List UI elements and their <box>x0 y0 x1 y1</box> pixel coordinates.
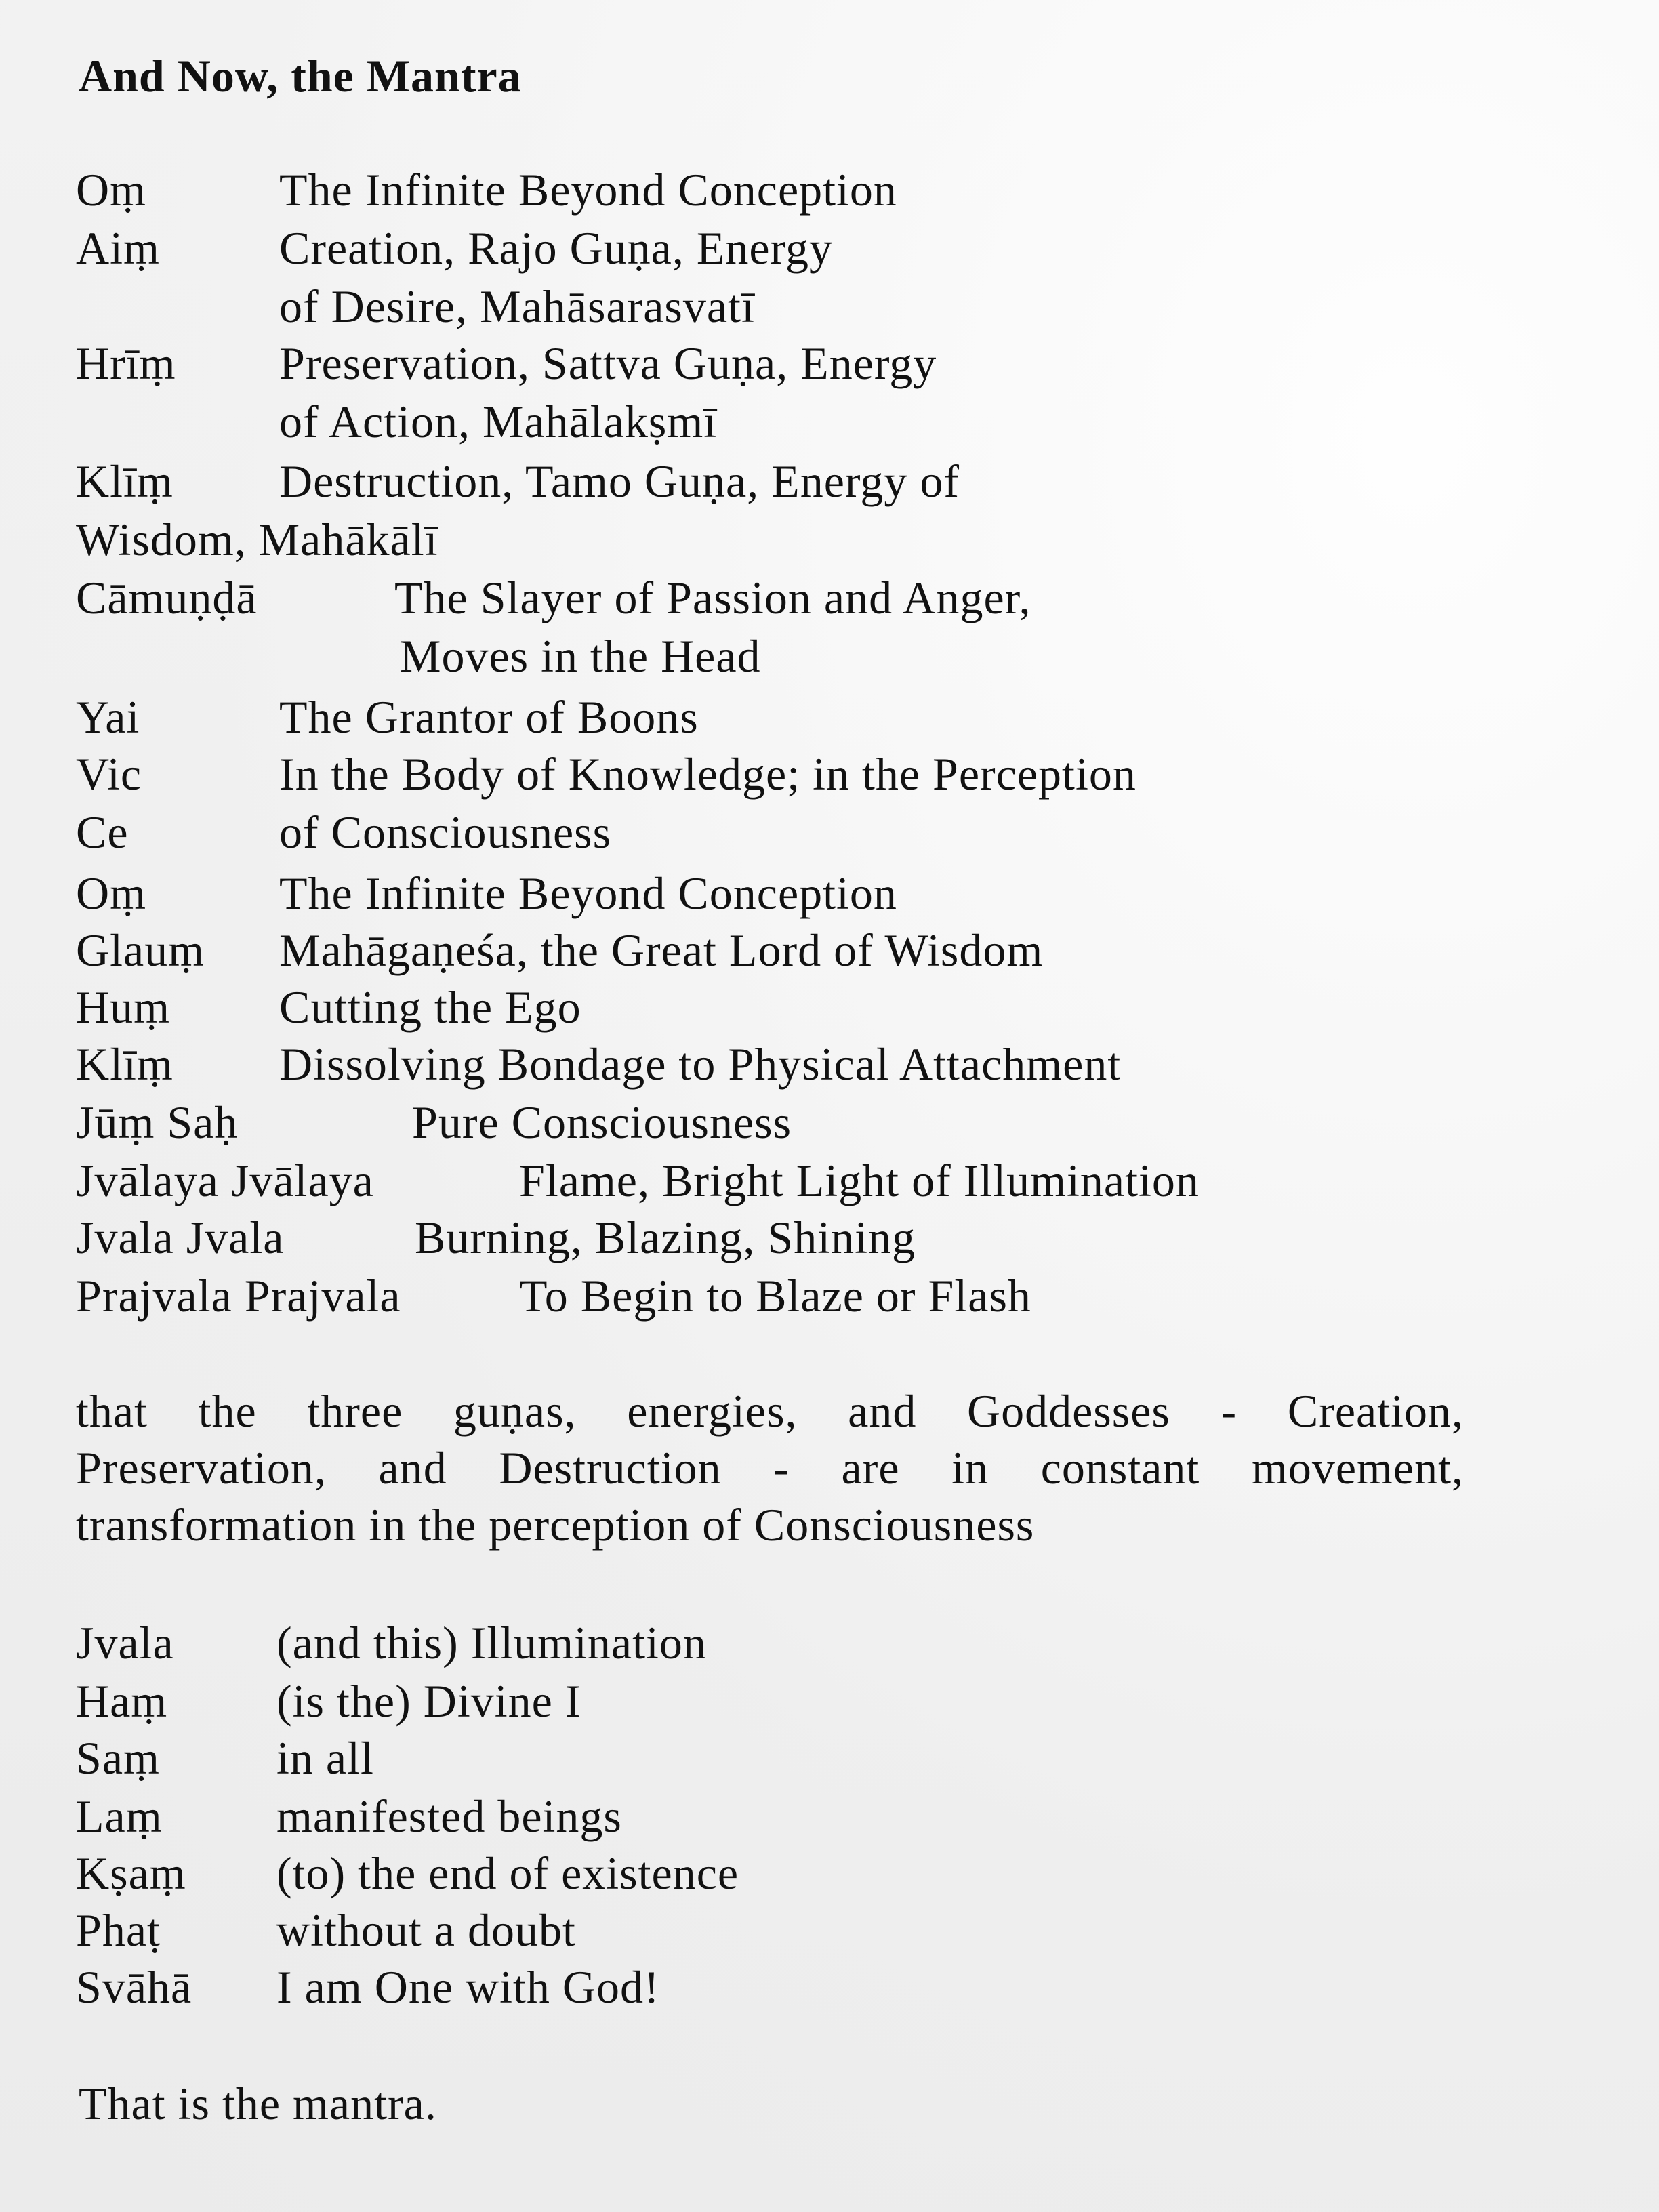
page-heading: And Now, the Mantra <box>79 50 522 102</box>
mantra-meaning-continued: Moves in the Head <box>400 630 761 682</box>
mantra-meaning: The Infinite Beyond Conception <box>279 164 897 216</box>
closing-meaning: (is the) Divine I <box>276 1675 581 1727</box>
closing-term: Saṃ <box>76 1732 160 1784</box>
mantra-meaning: Destruction, Tamo Guṇa, Energy of <box>279 455 960 507</box>
mantra-meaning: Preservation, Sattva Guṇa, Energy <box>279 337 937 389</box>
explanation-paragraph <box>76 1382 1464 1553</box>
closing-term: Phaṭ <box>76 1904 161 1956</box>
mantra-term: Aiṃ <box>76 222 160 274</box>
mantra-meaning: The Infinite Beyond Conception <box>279 867 897 919</box>
mantra-meaning: Cutting the Ego <box>279 981 581 1033</box>
mantra-term: Prajvala Prajvala <box>76 1270 401 1322</box>
closing-meaning: I am One with God! <box>276 1961 660 2013</box>
closing-meaning: manifested beings <box>276 1790 622 1842</box>
mantra-term: Vic <box>76 748 142 800</box>
mantra-term: Ce <box>76 806 129 858</box>
mantra-term: Klīṃ <box>76 1038 173 1090</box>
mantra-meaning-wrapped: Wisdom, Mahākālī <box>76 514 438 565</box>
mantra-term: Jūṃ Saḥ <box>76 1097 239 1148</box>
mantra-meaning: Creation, Rajo Guṇa, Energy <box>279 222 834 274</box>
paragraph-line: Preservation, and Destruction - are in constant movement, <box>76 1442 1464 1494</box>
closing-statement: That is the mantra. <box>79 2078 437 2129</box>
paragraph-line: that the three guṇas, energies, and Goddesses - Creation, <box>76 1385 1464 1437</box>
mantra-meaning: Flame, Bright Light of Illumination <box>519 1155 1200 1206</box>
closing-meaning: (to) the end of existence <box>276 1847 739 1899</box>
mantra-term: Cāmuṇḍā <box>76 572 258 623</box>
mantra-term: Klīṃ <box>76 455 173 507</box>
mantra-meaning: of Consciousness <box>279 806 612 858</box>
mantra-meaning: Dissolving Bondage to Physical Attachment <box>279 1038 1122 1090</box>
mantra-meaning: Mahāgaṇeśa, the Great Lord of Wisdom <box>279 924 1044 976</box>
closing-term: Svāhā <box>76 1961 192 2013</box>
mantra-meaning: The Grantor of Boons <box>279 691 699 743</box>
mantra-term: Jvālaya Jvālaya <box>76 1155 374 1206</box>
mantra-term: Glauṃ <box>76 924 205 976</box>
closing-term: Kṣaṃ <box>76 1847 186 1899</box>
mantra-term: Huṃ <box>76 981 170 1033</box>
mantra-meaning: Burning, Blazing, Shining <box>415 1212 916 1263</box>
mantra-term: Hrīṃ <box>76 337 176 389</box>
mantra-meaning: To Begin to Blaze or Flash <box>519 1270 1031 1322</box>
mantra-term: Yai <box>76 691 140 743</box>
closing-meaning: in all <box>276 1732 374 1784</box>
closing-term: Jvala <box>76 1617 174 1668</box>
closing-meaning: without a doubt <box>276 1904 576 1956</box>
mantra-term: Oṃ <box>76 164 146 216</box>
closing-term: Haṃ <box>76 1675 168 1727</box>
mantra-meaning-continued: of Desire, Mahāsarasvatī <box>279 281 755 332</box>
paragraph-line: transformation in the perception of Consciousness <box>76 1499 1035 1551</box>
mantra-term: Oṃ <box>76 867 146 919</box>
mantra-term: Jvala Jvala <box>76 1212 285 1263</box>
closing-meaning: (and this) Illumination <box>276 1617 707 1668</box>
mantra-meaning: The Slayer of Passion and Anger, <box>394 572 1031 623</box>
mantra-meaning: In the Body of Knowledge; in the Perception <box>279 748 1136 800</box>
mantra-meaning-continued: of Action, Mahālakṣmī <box>279 396 718 447</box>
closing-term: Laṃ <box>76 1790 163 1842</box>
mantra-meaning: Pure Consciousness <box>412 1097 792 1148</box>
